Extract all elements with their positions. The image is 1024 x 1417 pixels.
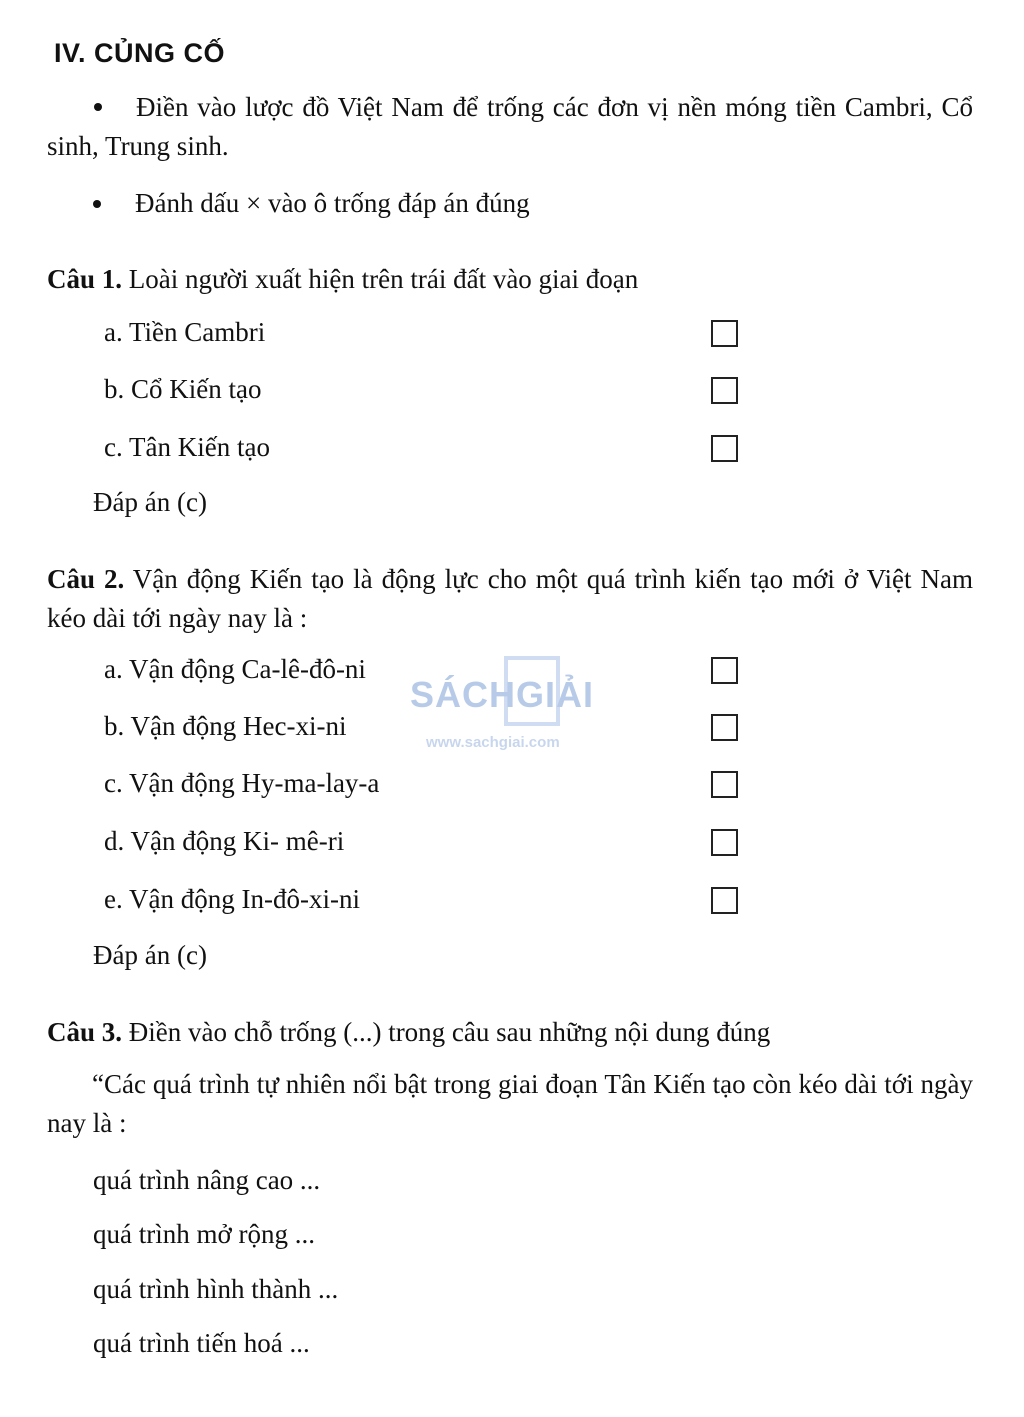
q3-fill-line-4: quá trình tiến hoá ... — [93, 1328, 310, 1358]
watermark-logo-icon — [504, 656, 564, 726]
question-1-text: Loài người xuất hiện trên trái đất vào giai đoạn — [122, 264, 639, 294]
question-3-text: Điền vào chỗ trống (...) trong câu sau những nội dung đúng — [122, 1017, 771, 1047]
watermark — [408, 656, 618, 756]
question-1 — [47, 260, 973, 299]
section-heading: IV. CỦNG CỐ — [54, 38, 226, 68]
q2-option-e: e. Vận động In-đô-xi-ni — [104, 884, 360, 914]
bullet-instruction-1: Điền vào lược đồ Việt Nam để trống các đơn vị nền móng tiền Cambri, Cổ sinh, Trung sinh. — [47, 92, 973, 161]
bullet-dot-icon — [94, 103, 102, 111]
q2-option-b: b. Vận động Hec-xi-ni — [104, 711, 347, 741]
q1-option-b: b. Cổ Kiến tạo — [104, 374, 262, 404]
q1-answer: Đáp án (c) — [93, 487, 207, 517]
question-3 — [47, 1013, 973, 1052]
q1-checkbox-b[interactable] — [711, 377, 738, 404]
question-2 — [47, 560, 973, 638]
q2-checkbox-c[interactable] — [711, 771, 738, 798]
question-2-label: Câu 2. — [47, 564, 125, 594]
q2-checkbox-b[interactable] — [711, 714, 738, 741]
q3-fill-line-1: quá trình nâng cao ... — [93, 1165, 321, 1195]
q1-option-c: c. Tân Kiến tạo — [104, 432, 270, 462]
q2-answer: Đáp án (c) — [93, 940, 207, 970]
worksheet-page: IV. CỦNG CỐ Điền vào lược đồ Việt Nam để trống các đơn vị nền móng tiền Cambri, Cổ sinh, Trung sinh. Đánh dấu × vào ô trống đáp án đúng Câu 1. Loài người xuất hiện trên trái đất vào giai đoạn a. Tiền Cambri b. Cổ Kiến tạo c. Tân Kiến tạo Đáp án (c) Câu 2. Vận động Kiến tạo là động lực cho một quá trình kiến tạo mới ở Việt Nam kéo dài tới ngày nay là : a. Vận động Ca-lê-đô-ni b. Vận động Hec-xi-ni c. Vận động Hy-ma-lay-a d. Vận động Ki- mê-ri e. Vận động In-đô-xi-ni Đáp án (c) Câu 3. Điền vào chỗ trống (...) trong câu sau những nội dung đúng “Các quá trình tự nhiên nổi bật trong giai đoạn Tân Kiến tạo còn kéo dài tới ngày nay là : quá trình nâng cao ... quá trình mở rộng ... quá trình hình thành ... quá trình tiến hoá ... SÁCHGIẢI www.sachgiai.com — [47, 38, 973, 1358]
q3-quote: “Các quá trình tự nhiên nổi bật trong giai đoạn Tân Kiến tạo còn kéo dài tới ngày nay là : — [47, 1069, 973, 1138]
q1-checkbox-c[interactable] — [711, 435, 738, 462]
q1-checkbox-a[interactable] — [711, 320, 738, 347]
q2-checkbox-d[interactable] — [711, 829, 738, 856]
question-3-label: Câu 3. — [47, 1017, 123, 1047]
q2-option-d: d. Vận động Ki- mê-ri — [104, 826, 345, 856]
q2-checkbox-a[interactable] — [711, 657, 738, 684]
q3-fill-line-3: quá trình hình thành ... — [93, 1274, 339, 1304]
q2-option-a: a. Vận động Ca-lê-đô-ni — [104, 654, 366, 684]
q2-checkbox-e[interactable] — [711, 887, 738, 914]
q2-option-c: c. Vận động Hy-ma-lay-a — [104, 768, 380, 798]
q1-option-a: a. Tiền Cambri — [104, 317, 266, 347]
question-2-text: Vận động Kiến tạo là động lực cho một quá trình kiến tạo mới ở Việt Nam kéo dài tới ngày nay là : — [47, 564, 973, 633]
q3-fill-line-2: quá trình mở rộng ... — [93, 1219, 315, 1249]
question-1-label: Câu 1. — [47, 264, 123, 294]
bullet-dot-icon — [93, 200, 101, 208]
watermark-logo-text: SÁCHGIẢI — [410, 674, 595, 715]
watermark-url: www.sachgiai.com — [426, 734, 560, 751]
